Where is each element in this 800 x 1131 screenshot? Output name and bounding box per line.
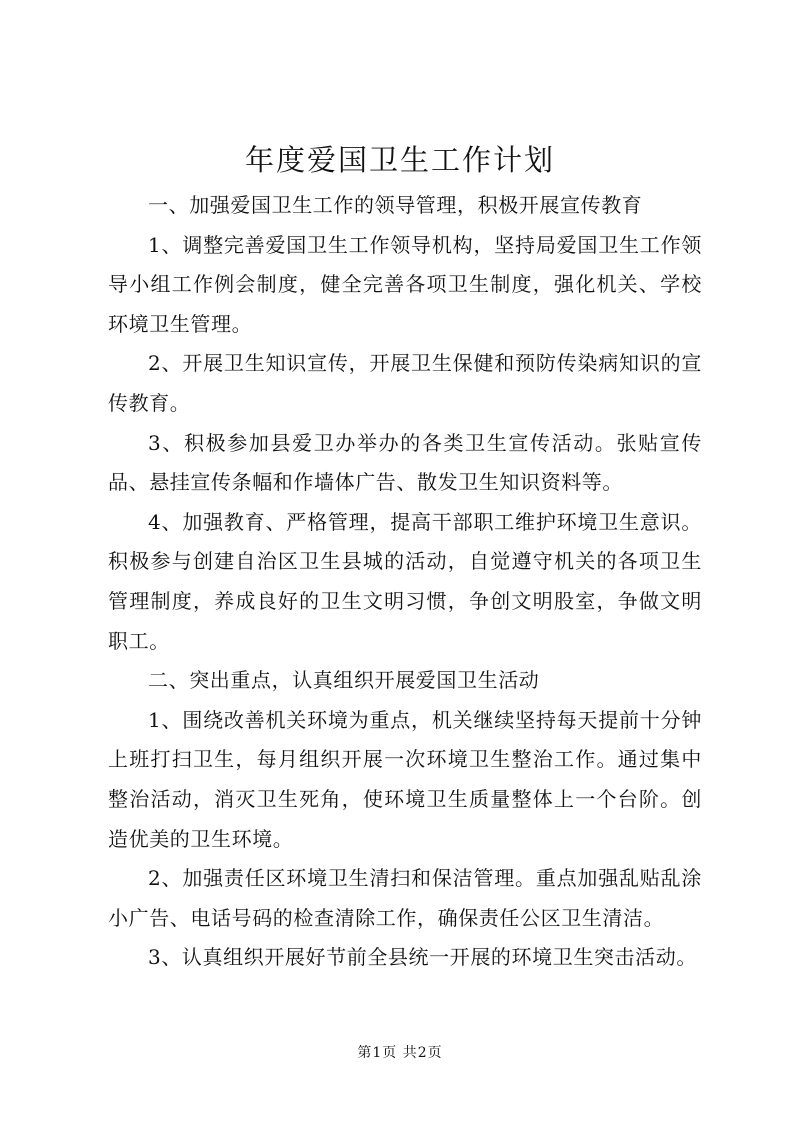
paragraph: 3、认真组织开展好节前全县统一开展的环境卫生突击活动。 [148, 945, 697, 970]
paragraph: 2、加强责任区环境卫生清扫和保洁管理。重点加强乱贴乱涂小广告、电话号码的检查清除工作，确保责任公区卫生清洁。 [108, 866, 702, 930]
paragraph: 1、调整完善爱国卫生工作领导机构，坚持局爱国卫生工作领导小组工作例会制度，健全完善各项卫生制度，强化机关、学校环境卫生管理。 [108, 232, 702, 336]
paragraph: 2、开展卫生知识宣传，开展卫生保健和预防传染病知识的宣传教育。 [108, 351, 702, 415]
paragraph: 1、围绕改善机关环境为重点，机关继续坚持每天提前十分钟上班打扫卫生，每月组织开展一次环境卫生整治工作。通过集中整治活动，消灭卫生死角，使环境卫生质量整体上一个台阶。创造优美的卫生环境。 [108, 707, 702, 851]
paragraph: 4、加强教育、严格管理，提高干部职工维护环境卫生意识。积极参与创建自治区卫生县城的活动，自觉遵守机关的各项卫生管理制度，养成良好的卫生文明习惯，争创文明股室，争做文明职工。 [108, 509, 702, 653]
document-title: 年度爱国卫生工作计划 [244, 143, 555, 177]
paragraph: 3、积极参加县爱卫办举办的各类卫生宣传活动。张贴宣传品、悬挂宣传条幅和作墙体广告、散发卫生知识资料等。 [108, 430, 702, 495]
section-heading-1: 一、加强爱国卫生工作的领导管理，积极开展宣传教育 [148, 193, 643, 217]
document-body [108, 186, 702, 978]
page-footer: 第1页 共2页 [357, 1045, 443, 1061]
section-heading-2: 二、突出重点，认真组织开展爱国卫生活动 [148, 668, 540, 693]
